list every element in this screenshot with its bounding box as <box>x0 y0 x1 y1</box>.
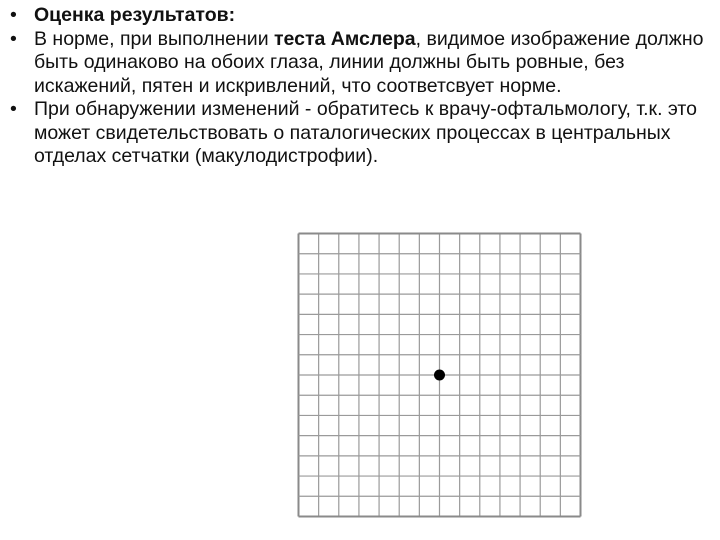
amsler-grid-graphic <box>297 232 582 518</box>
norm-text-before: В норме, при выполнении <box>34 27 274 50</box>
fixation-dot <box>434 370 445 381</box>
amsler-test-term: теста Амслера <box>274 27 416 50</box>
bullet-marker: • <box>10 4 17 26</box>
results-heading: Оценка результатов: <box>34 4 236 26</box>
bullet-list <box>10 4 710 169</box>
bullet-marker: • <box>10 98 17 120</box>
changes-text: При обнаружении изменений - обратитесь к врачу-офтальмологу, т.к. это может свидетельствовать о паталогических процессах в центральных отделах сетчатки (макулодистрофии). <box>34 98 697 167</box>
bullet-item-heading <box>10 4 710 28</box>
norm-text-after: , видимое изображение должно быть одинаково на обоих глаза, линии должны быть ровные, без искажений, пятен и искривлений, что соответсвует норме. <box>34 27 704 97</box>
bullet-item-norm <box>10 28 710 99</box>
bullet-item-changes <box>10 98 710 169</box>
amsler-grid <box>297 232 582 518</box>
bullet-marker: • <box>10 27 17 50</box>
